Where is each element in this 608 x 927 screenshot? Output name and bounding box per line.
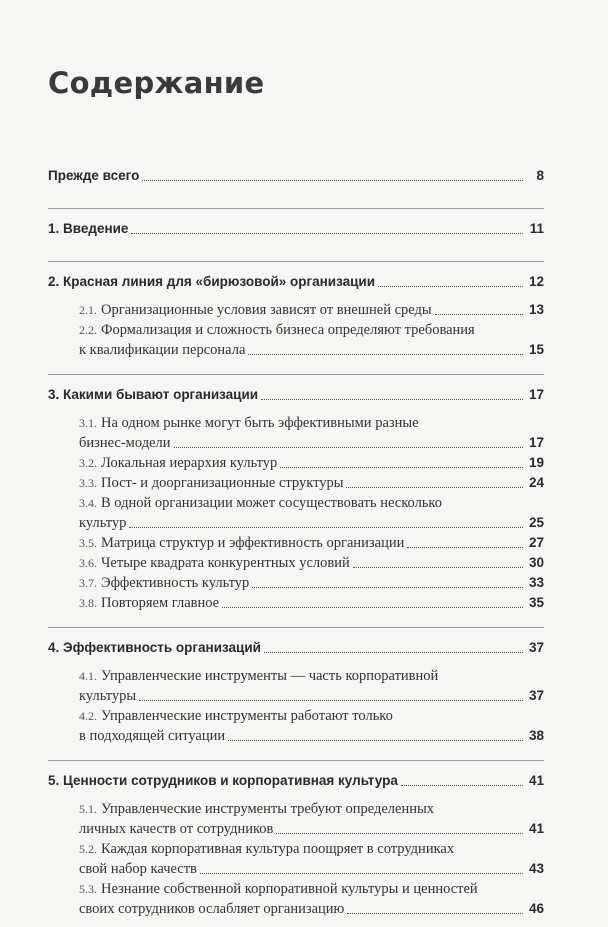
dot-leader [252, 587, 523, 588]
chapter-title: 5. Ценности сотрудников и корпоративная культура [48, 773, 398, 788]
section-number: 3.8. [79, 596, 97, 610]
chapter-title: 1. Введение [48, 221, 129, 236]
section-page-number: 17 [528, 435, 544, 450]
toc-section-entry[interactable] [79, 593, 544, 613]
toc-section-entry[interactable] [79, 473, 544, 493]
dot-leader [407, 547, 523, 548]
dot-leader [280, 467, 523, 468]
toc-section-entry[interactable] [79, 706, 544, 746]
dot-leader [353, 567, 523, 568]
dot-leader [276, 833, 523, 834]
page-title: Содержание [48, 66, 265, 100]
section-page-number: 15 [528, 342, 544, 357]
section-title: Организационные условия зависят от внешней среды [101, 302, 432, 318]
toc-section-entry[interactable] [79, 666, 544, 706]
section-page-number: 33 [528, 575, 544, 590]
dot-leader [200, 873, 523, 874]
toc-chapter-entry[interactable] [48, 385, 544, 405]
toc-section-entry[interactable] [79, 799, 544, 839]
section-title-line1: На одном рынке могут быть эффективными разные [101, 415, 419, 431]
chapter-page-number: 8 [536, 168, 544, 183]
dot-leader [248, 354, 523, 355]
section-title-line2: личных качеств от сотрудников [79, 821, 274, 837]
section-title: Локальная иерархия культур [101, 455, 278, 471]
section-title-line2: бизнес-модели [79, 435, 171, 451]
dot-leader [401, 785, 523, 786]
chapter-title: 3. Какими бывают организации [48, 387, 259, 402]
toc-section-entry[interactable] [79, 300, 544, 320]
section-page-number: 19 [528, 455, 544, 470]
section-page-number: 35 [528, 595, 544, 610]
chapter-page-number: 12 [528, 274, 544, 289]
section-title-line1: Управленческие инструменты требуют определенных [101, 801, 434, 817]
section-title-line1: Каждая корпоративная культура поощряет в сотрудниках [101, 841, 455, 857]
section-number: 3.2. [79, 456, 97, 470]
toc-section-entry[interactable] [79, 493, 544, 533]
dot-leader [435, 314, 523, 315]
toc-chapter [48, 374, 544, 621]
section-number: 5.2. [79, 842, 97, 856]
section-number: 3.1. [79, 416, 97, 430]
toc-chapter [48, 162, 544, 202]
chapter-title: 4. Эффективность организаций [48, 640, 261, 655]
section-title-line2: к квалификации персонала [79, 342, 246, 358]
dot-leader [139, 700, 523, 701]
section-page-number: 38 [528, 728, 544, 743]
toc-section-entry[interactable] [79, 879, 544, 919]
section-title-line2: своих сотрудников ослабляет организацию [79, 901, 345, 917]
section-title-line2: в подходящей ситуации [79, 728, 226, 744]
section-title: Четыре квадрата конкурентных условий [101, 555, 350, 571]
chapter-title: 2. Красная линия для «бирюзовой» организации [48, 274, 376, 289]
toc-chapter-entry[interactable] [48, 272, 544, 292]
section-title: Матрица структур и эффективность организации [101, 535, 405, 551]
dot-leader [142, 180, 523, 181]
toc-chapter-entry[interactable] [48, 219, 544, 239]
dot-leader [131, 233, 523, 234]
chapter-page-number: 37 [528, 640, 544, 655]
toc-chapter [48, 760, 544, 927]
section-title: Эффективность культур [101, 575, 250, 591]
section-page-number: 24 [528, 475, 544, 490]
toc-chapter-entry[interactable] [48, 771, 544, 791]
section-page-number: 43 [528, 861, 544, 876]
section-title-line1: Управленческие инструменты — часть корпоративной [101, 668, 439, 684]
section-title-line2: свой набор качеств [79, 861, 197, 877]
section-number: 5.3. [79, 882, 97, 896]
section-number: 3.5. [79, 536, 97, 550]
toc-chapter-entry[interactable] [48, 638, 544, 658]
toc-chapter [48, 208, 544, 255]
section-page-number: 25 [528, 515, 544, 530]
dot-leader [347, 913, 523, 914]
chapter-page-number: 17 [528, 387, 544, 402]
section-page-number: 13 [528, 302, 544, 317]
dot-leader [222, 607, 523, 608]
section-title-line2: культуры [79, 688, 137, 704]
toc-section-entry[interactable] [79, 413, 544, 453]
toc-section-entry[interactable] [79, 453, 544, 473]
dot-leader [378, 286, 523, 287]
chapter-page-number: 11 [529, 221, 544, 236]
dot-leader [261, 399, 523, 400]
dot-leader [228, 740, 523, 741]
section-page-number: 27 [528, 535, 544, 550]
toc-section-entry[interactable] [79, 533, 544, 553]
section-page-number: 37 [528, 688, 544, 703]
dot-leader [174, 447, 523, 448]
toc-chapter [48, 627, 544, 754]
toc-section-entry[interactable] [79, 553, 544, 573]
toc-chapter-entry[interactable] [48, 166, 544, 186]
dot-leader [346, 487, 523, 488]
section-title: Пост- и доорганизационные структуры [101, 475, 344, 491]
toc-section-entry[interactable] [79, 320, 544, 360]
section-number: 2.2. [79, 323, 97, 337]
toc-chapter [48, 261, 544, 368]
section-page-number: 41 [528, 821, 544, 836]
section-number: 4.2. [79, 709, 97, 723]
section-page-number: 30 [528, 555, 544, 570]
section-number: 4.1. [79, 669, 97, 683]
section-title-line1: В одной организации может сосуществовать несколько [101, 495, 442, 511]
section-number: 3.7. [79, 576, 97, 590]
section-number: 3.3. [79, 476, 97, 490]
toc-section-entry[interactable] [79, 839, 544, 879]
section-title-line2: культур [79, 515, 127, 531]
section-number: 2.1. [79, 303, 97, 317]
section-number: 3.4. [79, 496, 97, 510]
section-page-number: 46 [528, 901, 544, 916]
chapter-title: Прежде всего [48, 168, 140, 183]
toc-section-entry[interactable] [79, 573, 544, 593]
section-title-line1: Управленческие инструменты работают только [101, 708, 393, 724]
section-title-line1: Незнание собственной корпоративной культуры и ценностей [101, 881, 478, 897]
section-title: Повторяем главное [101, 595, 220, 611]
dot-leader [129, 527, 523, 528]
section-title-line1: Формализация и сложность бизнеса определяют требования [101, 322, 475, 338]
table-of-contents [48, 162, 544, 927]
section-number: 5.1. [79, 802, 97, 816]
dot-leader [264, 652, 523, 653]
section-number: 3.6. [79, 556, 97, 570]
chapter-page-number: 41 [528, 773, 544, 788]
